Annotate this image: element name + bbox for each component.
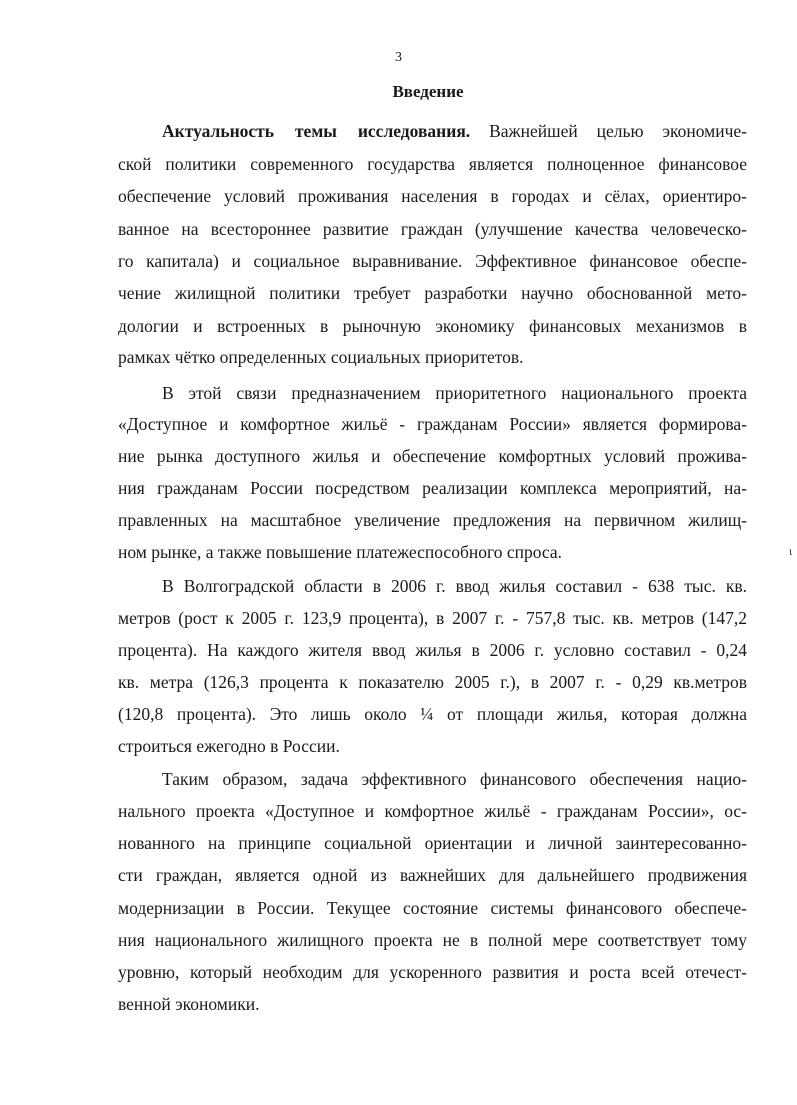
paragraph-line: В этой связи предназначением приоритетного национального проекта: [162, 383, 747, 403]
paragraph-line: [162, 120, 747, 142]
paragraph-line: кв. метра (126,3 процента к показателю 2005 г.), в 2007 г. - 0,29 кв.метров: [118, 672, 747, 692]
paragraph-line: правленных на масштабное увеличение предложения на первичном жилищ-: [118, 510, 747, 530]
paragraph-line: ния национального жилищного проекта не в полной мере соответствует тому: [118, 930, 747, 950]
page-number: 3: [395, 50, 402, 65]
margin-mark: ι: [789, 544, 793, 558]
paragraph-line-text: Важнейшей целью экономиче-: [470, 121, 747, 141]
paragraph-line: рамках чётко определенных социальных приоритетов.: [118, 347, 524, 367]
paragraph-line: венной экономики.: [118, 994, 260, 1014]
paragraph-line: В Волгоградской области в 2006 г. ввод жилья составил - 638 тыс. кв.: [162, 576, 747, 596]
paragraph-line: ской политики современного государства является полноценное финансовое: [118, 154, 747, 174]
paragraph-line: нального проекта «Доступное и комфортное жильё - гражданам России», ос-: [118, 801, 747, 821]
paragraph-line: сти граждан, является одной из важнейших для дальнейшего продвижения: [118, 865, 747, 885]
paragraph-line: ние рынка доступного жилья и обеспечение комфортных условий прожива-: [118, 446, 747, 466]
paragraph-line: (120,8 процента). Это лишь около ¼ от площади жилья, которая должна: [118, 704, 747, 724]
paragraph-lead: Актуальность темы исследования.: [162, 121, 471, 141]
paragraph-line: чение жилищной политики требует разработки научно обоснованной мето-: [118, 283, 747, 303]
paragraph-line: уровню, который необходим для ускоренного развития и роста всей отечест-: [118, 962, 747, 982]
paragraph-line: обеспечение условий проживания населения в городах и сёлах, ориентиро-: [118, 186, 747, 206]
paragraph-line: Таким образом, задача эффективного финансового обеспечения нацио-: [162, 769, 747, 789]
page-title: Введение: [392, 82, 464, 101]
paragraph-line: модернизации в России. Текущее состояние системы финансового обеспече-: [118, 898, 747, 918]
paragraph-line: ном рынке, а также повышение платежеспособного спроса.: [118, 542, 563, 562]
paragraph-line: «Доступное и комфортное жильё - гражданам России» является формирова-: [118, 414, 747, 434]
paragraph-line: ния гражданам России посредством реализации комплекса мероприятий, на-: [118, 478, 747, 498]
paragraph-line: го капитала) и социальное выравнивание. Эффективное финансовое обеспе-: [118, 251, 747, 271]
paragraph-line: метров (рост к 2005 г. 123,9 процента), в 2007 г. - 757,8 тыс. кв. метров (147,2: [118, 608, 747, 628]
paragraph-line: строиться ежегодно в России.: [118, 736, 340, 756]
paragraph-line: процента). На каждого жителя ввод жилья в 2006 г. условно составил - 0,24: [118, 640, 747, 660]
paragraph-line: нованного на принципе социальной ориентации и личной заинтересованно-: [118, 833, 747, 853]
paragraph-line: дологии и встроенных в рыночную экономику финансовых механизмов в: [118, 316, 747, 336]
paragraph-line: ванное на всестороннее развитие граждан (улучшение качества человеческо-: [118, 219, 747, 239]
